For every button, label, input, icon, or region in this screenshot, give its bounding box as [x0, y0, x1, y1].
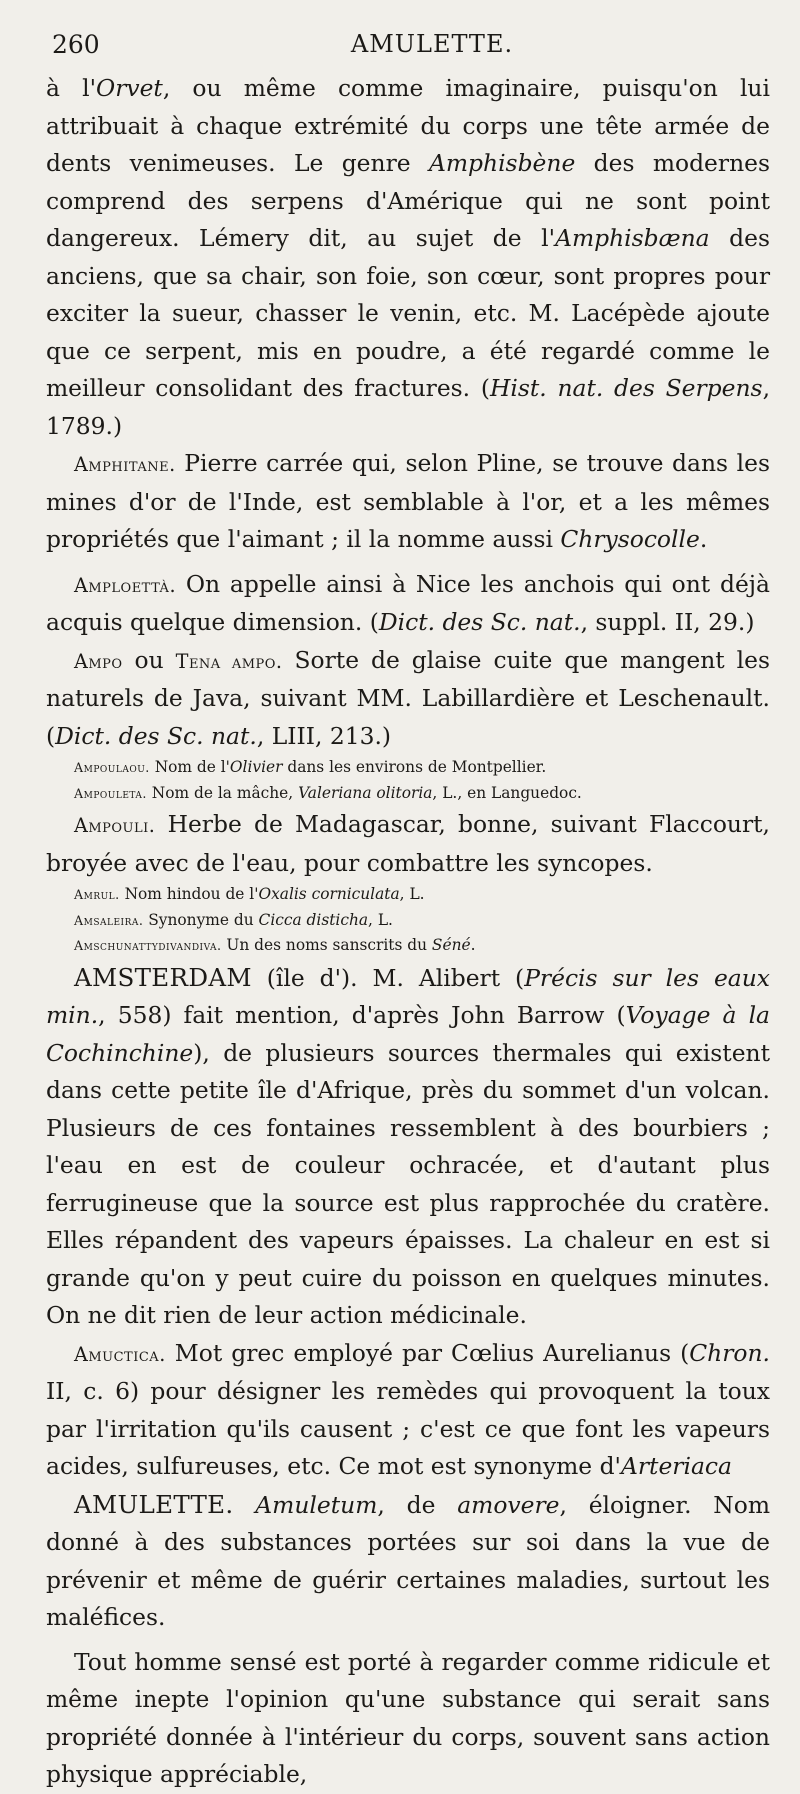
entry-amuctica: Amuctica. Mot grec employé par Cœlius Aurelianus (Chron. II, c. 6) pour désigner les remèdes qui provoquent la toux par l'irritation qu'ils causent ; c'est ce que font les vapeurs acides, sulfureuses, etc. Ce mot est synonyme d'Arteriaca: [46, 1338, 770, 1480]
entry-amphisbene-continuation: à l'Orvet, ou même comme imaginaire, puisqu'on lui attribuait à chaque extrémité du corps une tête armée de dents venimeuses. Le genre Amphisbène des modernes comprend des serpens d'Amérique qui ne sont point dangereux. Lémery dit, au sujet de l'Amphisbæna des anciens, que sa chair, son foie, son cœur, sont propres pour exciter la sueur, chasser le venin, etc. M. Lacépède ajoute que ce serpent, mis en poudre, a été regardé comme le meilleur consolidant des fractures. (Hist. nat. des Serpens, 1789.): [46, 74, 771, 440]
entry-term: Amploettà.: [74, 573, 177, 597]
entry-ampouleta: Ampouleta. Nom de la mâche, Valeriana olitoria, L., en Languedoc.: [74, 783, 582, 802]
page-header: [52, 30, 772, 64]
entry-term: Ampouleta.: [74, 785, 147, 801]
entry-amploetta: Amploettà. On appelle ainsi à Nice les anchois qui ont déjà acquis quelque dimension. (Dict. des Sc. nat., suppl. II, 29.): [46, 569, 770, 636]
entry-term: AMSTERDAM: [74, 962, 252, 992]
entry-ampouli: Ampouli. Herbe de Madagascar, bonne, suivant Flaccourt, broyée avec de l'eau, pour combattre les syncopes.: [46, 810, 770, 877]
entry-amsaleira: Amsaleira. Synonyme du Cicca disticha, L.: [74, 910, 393, 929]
entry-ampo: Ampo ou Tena ampo. Sorte de glaise cuite que mangent les naturels de Java, suivant MM. Labillardière et Leschenault. (Dict. des Sc. nat., LIII, 213.): [46, 645, 770, 750]
entry-term: Amphitane.: [74, 453, 176, 476]
paragraph-amulette-discussion: Tout homme sensé est porté à regarder comme ridicule et même inepte l'opinion qu'une substance qui serait sans propriété donnée à l'intérieur du corps, souvent sans action physique appréciable,: [46, 1647, 770, 1788]
entry-amulette: AMULETTE. Amuletum, de amovere, éloigner. Nom donné à des substances portées sur soi dans la vue de prévenir et même de guérir certaines maladies, surtout les maléfices.: [46, 1489, 771, 1631]
entry-term: AMULETTE.: [74, 1489, 234, 1519]
entry-amsterdam: AMSTERDAM (île d'). M. Alibert (Précis sur les eaux min., 558) fait mention, d'après John Barrow (Voyage à la Cochinchine), de plusieurs sources thermales qui existent dans cette petite île d'Afrique, près du sommet d'un volcan. Plusieurs de ces fontaines ressemblent à des bourbiers ; l'eau en est de couleur ochracée, et d'autant plus ferrugineuse que la source est plus rapprochée du cratère. Elles répandent des vapeurs épaisses. La chaleur en est si grande qu'on y peut cuire du poisson en quelques minutes. On ne dit rien de leur action médicinale.: [46, 962, 770, 1329]
entry-term: Tena ampo.: [175, 649, 283, 673]
entry-term: Amschunattydivandiva.: [74, 938, 222, 953]
entry-term: Amuctica.: [74, 1342, 166, 1366]
entry-amschunattydivandiva: Amschunattydivandiva. Un des noms sanscrits du Séné.: [74, 936, 476, 954]
entry-term: Ampouli.: [74, 814, 156, 837]
entry-term: Amsaleira.: [74, 912, 144, 928]
entry-term: Ampo: [74, 649, 123, 673]
entry-term: Amrul.: [74, 887, 120, 902]
entry-ampoulaou: Ampoulaou. Nom de l'Olivier dans les environs de Montpellier.: [74, 758, 547, 776]
running-title: AMULETTE.: [350, 30, 514, 58]
page-number: 260: [52, 30, 100, 59]
entry-amrul: Amrul. Nom hindou de l'Oxalis corniculata, L.: [74, 885, 425, 903]
entry-amphitane: Amphitane. Pierre carrée qui, selon Pline, se trouve dans les mines d'or de l'Inde, est semblable à l'or, et a les mêmes propriétés que l'aimant ; il la nomme aussi Chrysocolle.: [46, 449, 770, 553]
body-text: [46, 70, 770, 1794]
entry-term: Ampoulaou.: [74, 760, 150, 775]
